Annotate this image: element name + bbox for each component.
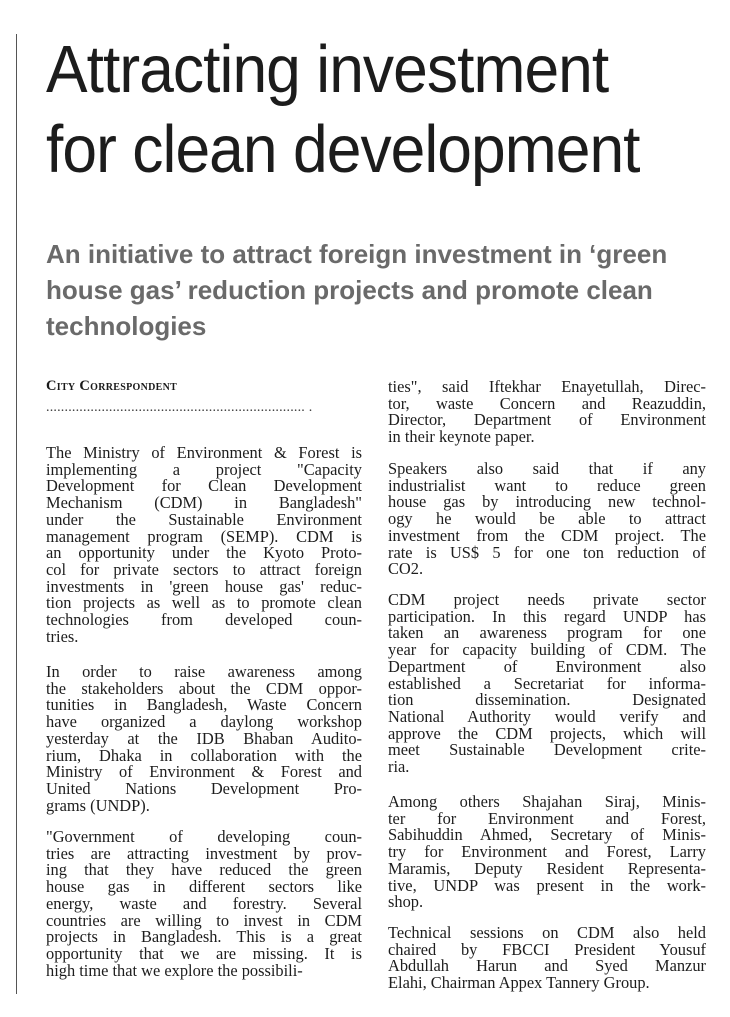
column-rule-left <box>16 34 17 994</box>
paragraph <box>46 664 362 814</box>
paragraph <box>46 829 362 979</box>
text-line: Speakers also said that if any <box>388 459 706 478</box>
text-line: meet Sustainable Development crite- <box>388 740 706 760</box>
text-line: Director, Department of Environment <box>388 410 706 430</box>
text-line: "Government of developing coun- <box>46 827 362 846</box>
text-line: ter for Environment and Forest, <box>388 808 706 828</box>
text-line: Ministry of Environment & Forest and <box>46 762 362 782</box>
text-line: energy, waste and forestry. Several <box>46 893 362 913</box>
text-line: Sabihuddin Ahmed, Secretary of Minis- <box>388 825 706 845</box>
text-line: Department of Environment also <box>388 656 706 676</box>
text-line: ing that they have reduced the green <box>46 860 362 880</box>
deck-line: An initiative to attract foreign investment in ‘green <box>46 239 668 269</box>
text-line: year for capacity building of CDM. The <box>388 640 706 660</box>
text-line: CO2. <box>388 559 424 579</box>
text-line: ria. <box>388 757 410 777</box>
text-line: house gas in different sectors like <box>46 877 362 897</box>
headline <box>46 30 669 190</box>
text-line: grams (UNDP). <box>46 795 150 815</box>
headline-line: Attracting investment <box>46 32 609 107</box>
text-line: the stakeholders about the CDM oppor- <box>46 678 362 698</box>
text-line: CDM project needs private sector <box>388 590 706 609</box>
text-line: opportunity that we are missing. It is <box>46 943 362 963</box>
text-line: tion dissemination. Designated <box>388 690 706 710</box>
text-line: industrialist want to reduce green <box>388 475 706 495</box>
text-line: tion projects as well as to promote clean <box>46 593 362 613</box>
text-line: participation. In this regard UNDP has <box>388 606 706 626</box>
text-line: tries are attracting investment by prov- <box>46 843 362 863</box>
paragraph <box>388 379 706 446</box>
text-line: The Ministry of Environment & Forest is <box>46 443 362 462</box>
text-line: investments in 'green house gas' reduc- <box>46 576 362 596</box>
paragraph <box>388 925 706 992</box>
text-line: yesterday at the IDB Bhaban Audito- <box>46 728 362 748</box>
text-line: tive, UNDP was present in the work- <box>388 875 706 895</box>
text-line: under the Sustainable Environment <box>46 509 362 529</box>
text-line: projects in Bangladesh. This is a great <box>46 927 362 947</box>
text-line: house gas by introducing new technol- <box>388 492 706 512</box>
text-line: rate is US$ 5 for one ton reduction of <box>388 542 706 562</box>
text-line: investment from the CDM project. The <box>388 525 706 545</box>
text-line: countries are willing to invest in CDM <box>46 910 362 930</box>
text-line: technologies from developed coun- <box>46 610 362 630</box>
text-line: Mechanism (CDM) in Bangladesh" <box>46 493 362 513</box>
paragraph <box>46 445 362 645</box>
text-line: try for Environment and Forest, Larry <box>388 842 706 862</box>
text-line: Abdullah Harun and Syed Manzur <box>388 956 706 976</box>
deck-line: house gas’ reduction projects and promote clean <box>46 275 653 305</box>
text-line: National Authority would verify and <box>388 706 706 726</box>
deck-subheadline <box>46 236 710 344</box>
text-line: shop. <box>388 892 424 912</box>
paragraph <box>388 592 706 776</box>
deck-line: technologies <box>46 311 207 341</box>
text-line: United Nations Development Pro- <box>46 778 362 798</box>
text-line: in their keynote paper. <box>388 427 535 447</box>
text-line: ogy he would be able to attract <box>388 509 706 529</box>
paragraph <box>388 794 706 911</box>
text-line: taken an awareness program for one <box>388 623 706 643</box>
text-line: tunities in Bangladesh, Waste Concern <box>46 695 362 715</box>
text-line: have organized a daylong workshop <box>46 712 362 732</box>
text-line: In order to raise awareness among <box>46 662 362 681</box>
text-line: Development for Clean Development <box>46 476 362 496</box>
text-line: Elahi, Chairman Appex Tannery Group. <box>388 973 650 993</box>
text-line: management program (SEMP). CDM is <box>46 526 362 546</box>
headline-line: for clean development <box>46 112 640 187</box>
text-line: tor, waste Concern and Reazuddin, <box>388 393 706 413</box>
text-line: ties", said Iftekhar Enayetullah, Direc- <box>388 377 706 396</box>
text-line: implementing a project "Capacity <box>46 459 362 479</box>
text-line: tries. <box>46 626 79 646</box>
byline-separator: ...................................................................... . <box>46 402 313 415</box>
text-line: high time that we explore the possibili- <box>46 960 303 980</box>
paragraph <box>388 461 706 578</box>
text-line: rium, Dhaka in collaboration with the <box>46 745 362 765</box>
text-line: an opportunity under the Kyoto Proto- <box>46 543 362 563</box>
byline: City Correspondent <box>46 378 178 394</box>
text-line: col for private sectors to attract foreign <box>46 559 362 579</box>
text-line: established a Secretariat for informa- <box>388 673 706 693</box>
text-line: Technical sessions on CDM also held <box>388 923 706 942</box>
text-line: Maramis, Deputy Resident Representa- <box>388 858 706 878</box>
text-line: Among others Shajahan Siraj, Minis- <box>388 792 706 811</box>
text-line: approve the CDM projects, which will <box>388 723 706 743</box>
text-line: chaired by FBCCI President Yousuf <box>388 939 706 959</box>
